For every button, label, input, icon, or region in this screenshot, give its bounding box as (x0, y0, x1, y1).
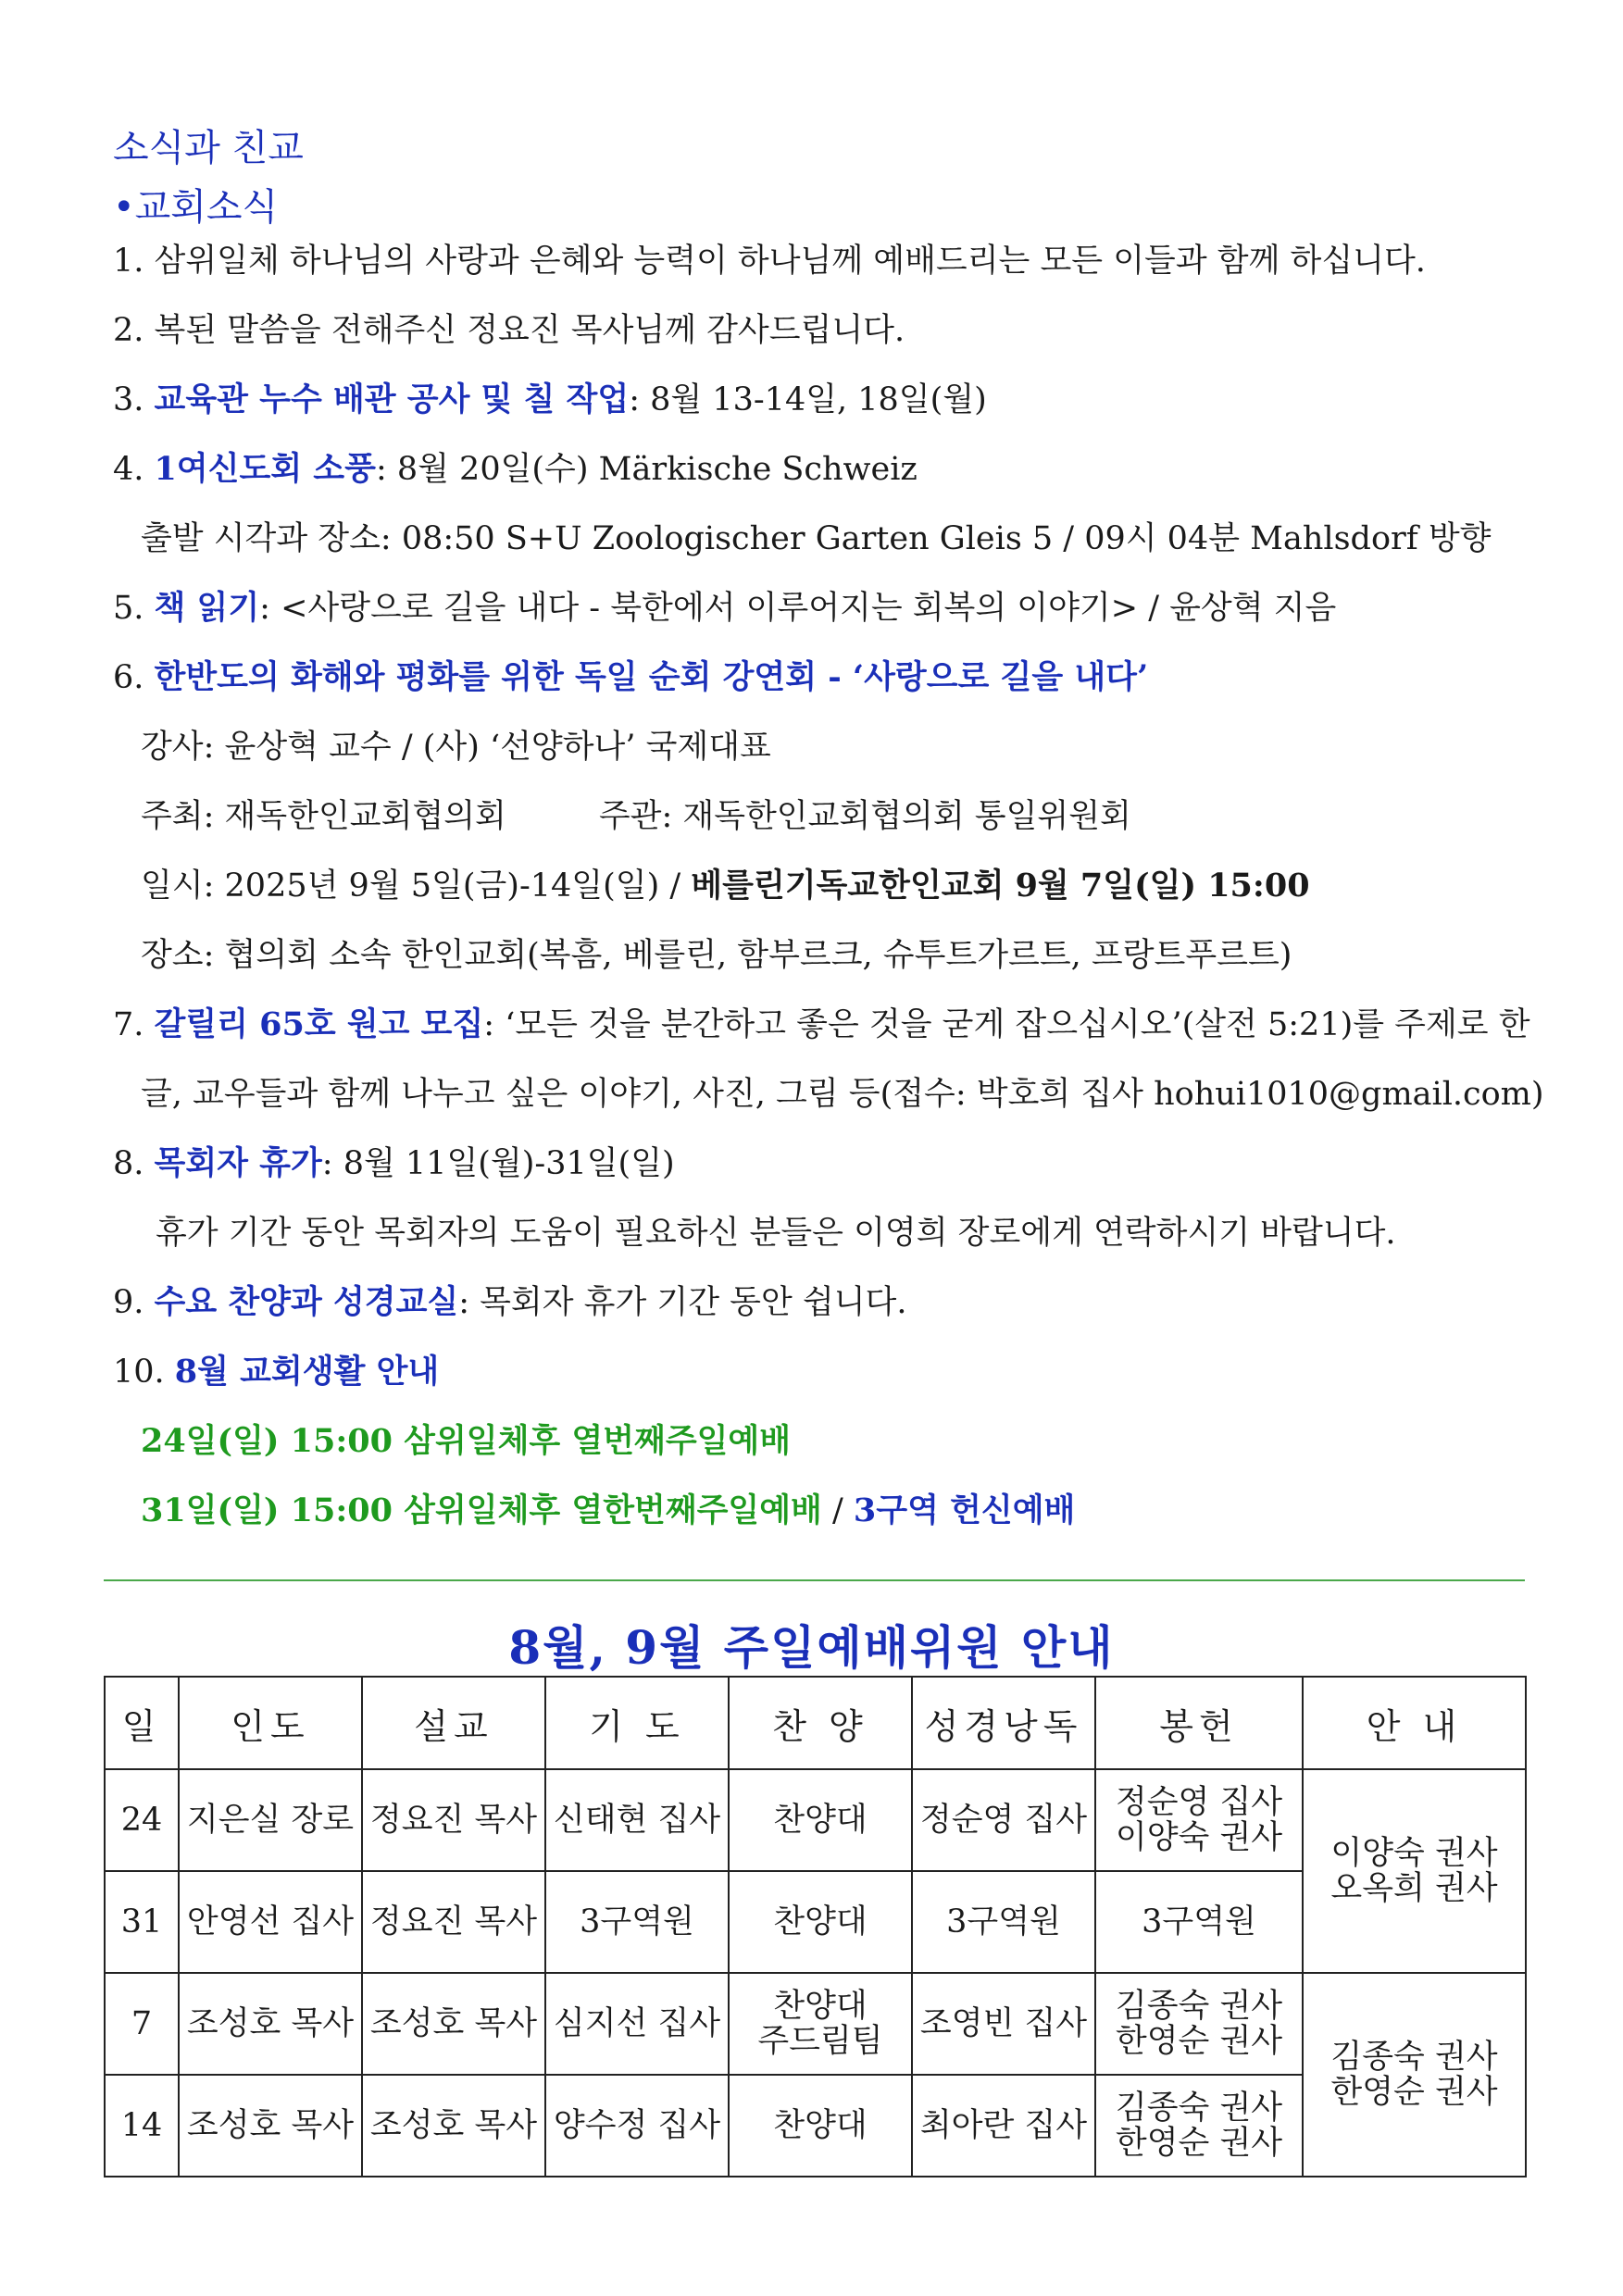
schedule-aug-24: 24일(일) 15:00 삼위일체후 열번째주일예배 (141, 1422, 792, 1460)
cell-reading: 최아란 집사 (912, 2075, 1095, 2177)
header-offering: 봉헌 (1095, 1677, 1303, 1769)
cell-prayer: 양수정 집사 (545, 2075, 729, 2177)
header-reading: 성경낭독 (912, 1677, 1095, 1769)
cell-sermon: 정요진 목사 (362, 1871, 545, 1973)
cell-offering: 김종숙 권사 한영순 권사 (1095, 1973, 1303, 2075)
cell-prayer: 3구역원 (545, 1871, 729, 1973)
cell-lead: 지은실 장로 (179, 1769, 362, 1871)
news-item-9: 9. 수요 찬양과 성경교실: 목회자 휴가 기간 동안 쉽니다. (113, 1283, 907, 1321)
header-sermon: 설교 (362, 1677, 545, 1769)
lecture-speaker: 강사: 윤상혁 교수 / (사) ‘선양하나’ 국제대표 (141, 729, 771, 766)
schedule-aug-31: 31일(일) 15:00 삼위일체후 열한번째주일예배 / 3구역 헌신예배 (141, 1491, 1076, 1529)
duty-table-title: 8월, 9월 주일예배위원 안내 (508, 1620, 1115, 1675)
news-item-1: 1. 삼위일체 하나님의 사랑과 은혜와 능력이 하나님께 예배드리는 모든 이들과 함께 하십니다. (113, 243, 1426, 280)
news-item-7: 7. 갈릴리 65호 원고 모집: ‘모든 것을 분간하고 좋은 것을 굳게 잡으십시오’(살전 5:21)를 주제로 한 (113, 1005, 1530, 1043)
table-row (105, 1769, 1526, 1871)
header-lead: 인도 (179, 1677, 362, 1769)
cell-sermon: 정요진 목사 (362, 1769, 545, 1871)
worship-duty-table (104, 1676, 1527, 2177)
table-header-row (105, 1677, 1526, 1769)
cell-offering: 3구역원 (1095, 1871, 1303, 1973)
news-item-3: 3. 교육관 누수 배관 공사 및 칠 작업: 8월 13-14일, 18일(월) (113, 381, 987, 418)
cell-prayer: 신태현 집사 (545, 1769, 729, 1871)
header-day: 일 (105, 1677, 179, 1769)
subsection-heading: •교회소식 (113, 186, 279, 229)
cell-day: 31 (105, 1871, 179, 1973)
cell-guide-september: 김종숙 권사 한영순 권사 (1303, 1973, 1526, 2177)
cell-lead: 조성호 목사 (179, 2075, 362, 2177)
section-heading: 소식과 친교 (113, 127, 304, 169)
cell-reading: 정순영 집사 (912, 1769, 1095, 1871)
cell-praise: 찬양대 (729, 2075, 912, 2177)
news-item-4-detail: 출발 시각과 장소: 08:50 S+U Zoologischer Garten Gleis 5 / 09시 04분 Mahlsdorf 방향 (141, 520, 1492, 557)
cell-prayer: 심지선 집사 (545, 1973, 729, 2075)
table-row (105, 1973, 1526, 2075)
header-guide: 안 내 (1303, 1677, 1526, 1769)
cell-lead: 안영선 집사 (179, 1871, 362, 1973)
cell-day: 24 (105, 1769, 179, 1871)
cell-sermon: 조성호 목사 (362, 1973, 545, 2075)
cell-sermon: 조성호 목사 (362, 2075, 545, 2177)
cell-guide-august: 이양숙 권사 오옥희 권사 (1303, 1769, 1526, 1973)
lecture-place: 장소: 협의회 소속 한인교회(복흠, 베를린, 함부르크, 슈투트가르트, 프랑트푸르트) (141, 937, 1292, 974)
header-praise: 찬 양 (729, 1677, 912, 1769)
news-item-8: 8. 목회자 휴가: 8월 11일(월)-31일(일) (113, 1144, 675, 1182)
cell-reading: 3구역원 (912, 1871, 1095, 1973)
news-item-4: 4. 1여신도회 소풍: 8월 20일(수) Märkische Schweiz (113, 450, 918, 488)
header-prayer: 기 도 (545, 1677, 729, 1769)
lecture-date: 일시: 2025년 9월 5일(금)-14일(일) / 베를린기독교한인교회 9월 7일(일) 15:00 (141, 867, 1310, 905)
news-item-8-detail: 휴가 기간 동안 목회자의 도움이 필요하신 분들은 이영희 장로에게 연락하시기 바랍니다. (156, 1215, 1396, 1252)
cell-praise: 찬양대 (729, 1871, 912, 1973)
cell-offering: 김종숙 권사 한영순 권사 (1095, 2075, 1303, 2177)
news-item-5: 5. 책 읽기: <사랑으로 길을 내다 - 북한에서 이루어지는 회복의 이야기> / 윤상혁 지음 (113, 589, 1337, 627)
news-item-6: 6. 한반도의 화해와 평화를 위한 독일 순회 강연회 - ‘사랑으로 길을 내다’ (113, 658, 1149, 696)
cell-lead: 조성호 목사 (179, 1973, 362, 2075)
cell-day: 14 (105, 2075, 179, 2177)
cell-reading: 조영빈 집사 (912, 1973, 1095, 2075)
section-divider (104, 1579, 1525, 1581)
news-item-7-continued: 글, 교우들과 함께 나누고 싶은 이야기, 사진, 그림 등(접수: 박호희 집사 hohui1010@gmail.com) (141, 1076, 1544, 1113)
news-item-10: 10. 8월 교회생활 안내 (113, 1353, 440, 1391)
cell-praise: 찬양대 (729, 1769, 912, 1871)
cell-praise: 찬양대 주드림팀 (729, 1973, 912, 2075)
lecture-host: 주최: 재독한인교회협의회 주관: 재독한인교회협의회 통일위원회 (141, 798, 1131, 835)
news-item-2: 2. 복된 말씀을 전해주신 정요진 목사님께 감사드립니다. (113, 312, 905, 349)
cell-offering: 정순영 집사 이양숙 권사 (1095, 1769, 1303, 1871)
cell-day: 7 (105, 1973, 179, 2075)
